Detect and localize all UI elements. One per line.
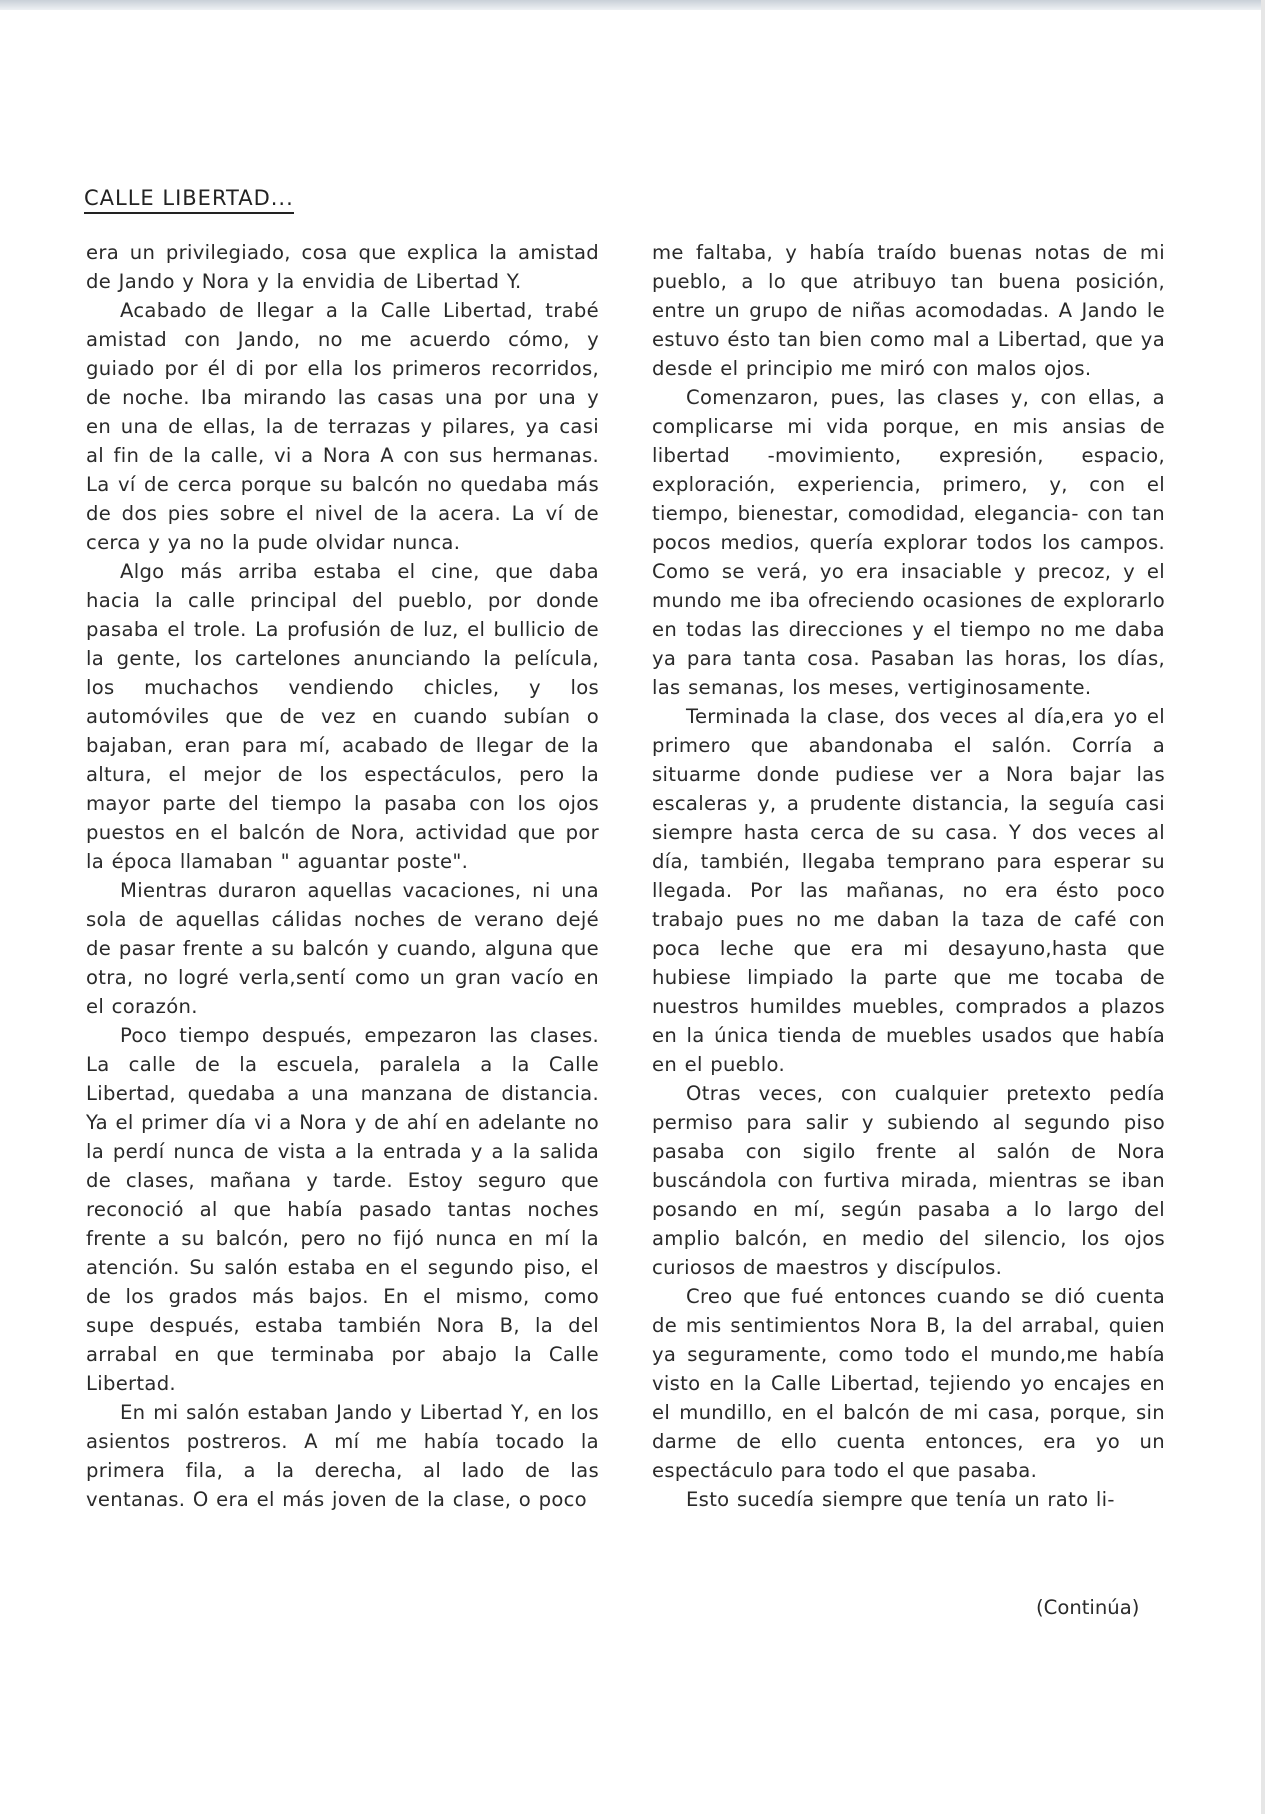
- left-text-column: [86, 238, 599, 1514]
- paragraph: Comenzaron, pues, las clases y, con ellas, a complicarse mi vida porque, en mis ansias de libertad -movimiento, expresión, espacio, exploración, experiencia, primero, y, con el tiempo, bienestar, comodidad, elegancia- con tan pocos medios, quería explorar todos los campos. Como se verá, yo era insaciable y precoz, y el mundo me iba ofreciendo ocasiones de explorarlo en todas las direcciones y el tiempo no me daba ya para tanta cosa. Pasaban las horas, los días, las semanas, los meses, vertiginosamente.: [652, 386, 1165, 699]
- paragraph: Esto sucedía siempre que tenía un rato li-: [686, 1488, 1115, 1511]
- paragraph: Algo más arriba estaba el cine, que daba hacia la calle principal del pueblo, por donde pasaba el trole. La profusión de luz, el bullicio de la gente, los cartelones anunciando la película, los muchachos vendiendo chicles, y los automóviles que de vez en cuando subían o bajaban, eran para mí, acabado de llegar de la altura, el mejor de los espectáculos, pero la mayor parte del tiempo la pasaba con los ojos puestos en el balcón de Nora, actividad que por la época llamaban " aguantar poste".: [86, 560, 599, 873]
- paragraph: En mi salón estaban Jando y Libertad Y, en los asientos postreros. A mí me había tocado la primera fila, a la derecha, al lado de las ventanas. O era el más joven de la clase, o poco: [86, 1401, 599, 1511]
- paragraph: Otras veces, con cualquier pretexto pedía permiso para salir y subiendo al segundo piso pasaba con sigilo frente al salón de Nora buscándola con furtiva mirada, mientras se iban posando en mí, según pasaba a lo largo del amplio balcón, en medio del silencio, los ojos curiosos de maestros y discípulos.: [652, 1082, 1165, 1279]
- paragraph: Mientras duraron aquellas vacaciones, ni una sola de aquellas cálidas noches de verano dejé de pasar frente a su balcón y cuando, alguna que otra, no logré verla,sentí como un gran vacío en el corazón.: [86, 879, 599, 1018]
- paragraph: Creo que fué entonces cuando se dió cuenta de mis sentimientos Nora B, la del arrabal, quien ya seguramente, como todo el mundo,me había visto en la Calle Libertad, tejiendo yo encajes en el mundillo, en el balcón de mi casa, porque, sin darme de ello cuenta entonces, era yo un espectáculo para todo el que pasaba.: [652, 1285, 1165, 1482]
- right-text-column: [652, 238, 1165, 1514]
- top-edge-strip: [0, 0, 1265, 10]
- paragraph: Poco tiempo después, empezaron las clases. La calle de la escuela, paralela a la Calle Libertad, quedaba a una manzana de distancia. Ya el primer día vi a Nora y de ahí en adelante no la perdí nunca de vista a la entrada y a la salida de clases, mañana y tarde. Estoy seguro que reconoció al que había pasado tantas noches frente a su balcón, pero no fijó nunca en mí la atención. Su salón estaba en el segundo piso, el de los grados más bajos. En el mismo, como supe después, estaba también Nora B, la del arrabal en que terminaba por abajo la Calle Libertad.: [86, 1024, 599, 1395]
- paragraph: Acabado de llegar a la Calle Libertad, trabé amistad con Jando, no me acuerdo cómo, y guiado por él di por ella los primeros recorridos, de noche. Iba mirando las casas una por una y en una de ellas, la de terrazas y pilares, ya casi al fin de la calle, vi a Nora A con sus hermanas. La ví de cerca porque su balcón no quedaba más de dos pies sobre el nivel de la acera. La ví de cerca y ya no la pude olvidar nunca.: [86, 299, 599, 554]
- continued-note: (Continúa): [1036, 1596, 1140, 1619]
- paragraph: Terminada la clase, dos veces al día,era yo el primero que abandonaba el salón. Corría a situarme donde pudiese ver a Nora bajar las escaleras y, a prudente distancia, la seguía casi siempre hasta cerca de su casa. Y dos veces al día, también, llegaba temprano para esperar su llegada. Por las mañanas, no era ésto poco trabajo pues no me daban la taza de café con poca leche que era mi desayuno,hasta que hubiese limpiado la parte que me tocaba de nuestros humildes muebles, comprados a plazos en la única tienda de muebles usados que había en el pueblo.: [652, 705, 1165, 1076]
- right-edge-shadow: [1261, 0, 1265, 1814]
- paragraph: era un privilegiado, cosa que explica la amistad de Jando y Nora y la envidia de Libertad Y.: [86, 241, 599, 293]
- paragraph: me faltaba, y había traído buenas notas de mi pueblo, a lo que atribuyo tan buena posición, entre un grupo de niñas acomodadas. A Jando le estuvo ésto tan bien como mal a Libertad, que ya desde el principio me miró con malos ojos.: [652, 241, 1165, 380]
- page-header-title: CALLE LIBERTAD...: [84, 186, 294, 214]
